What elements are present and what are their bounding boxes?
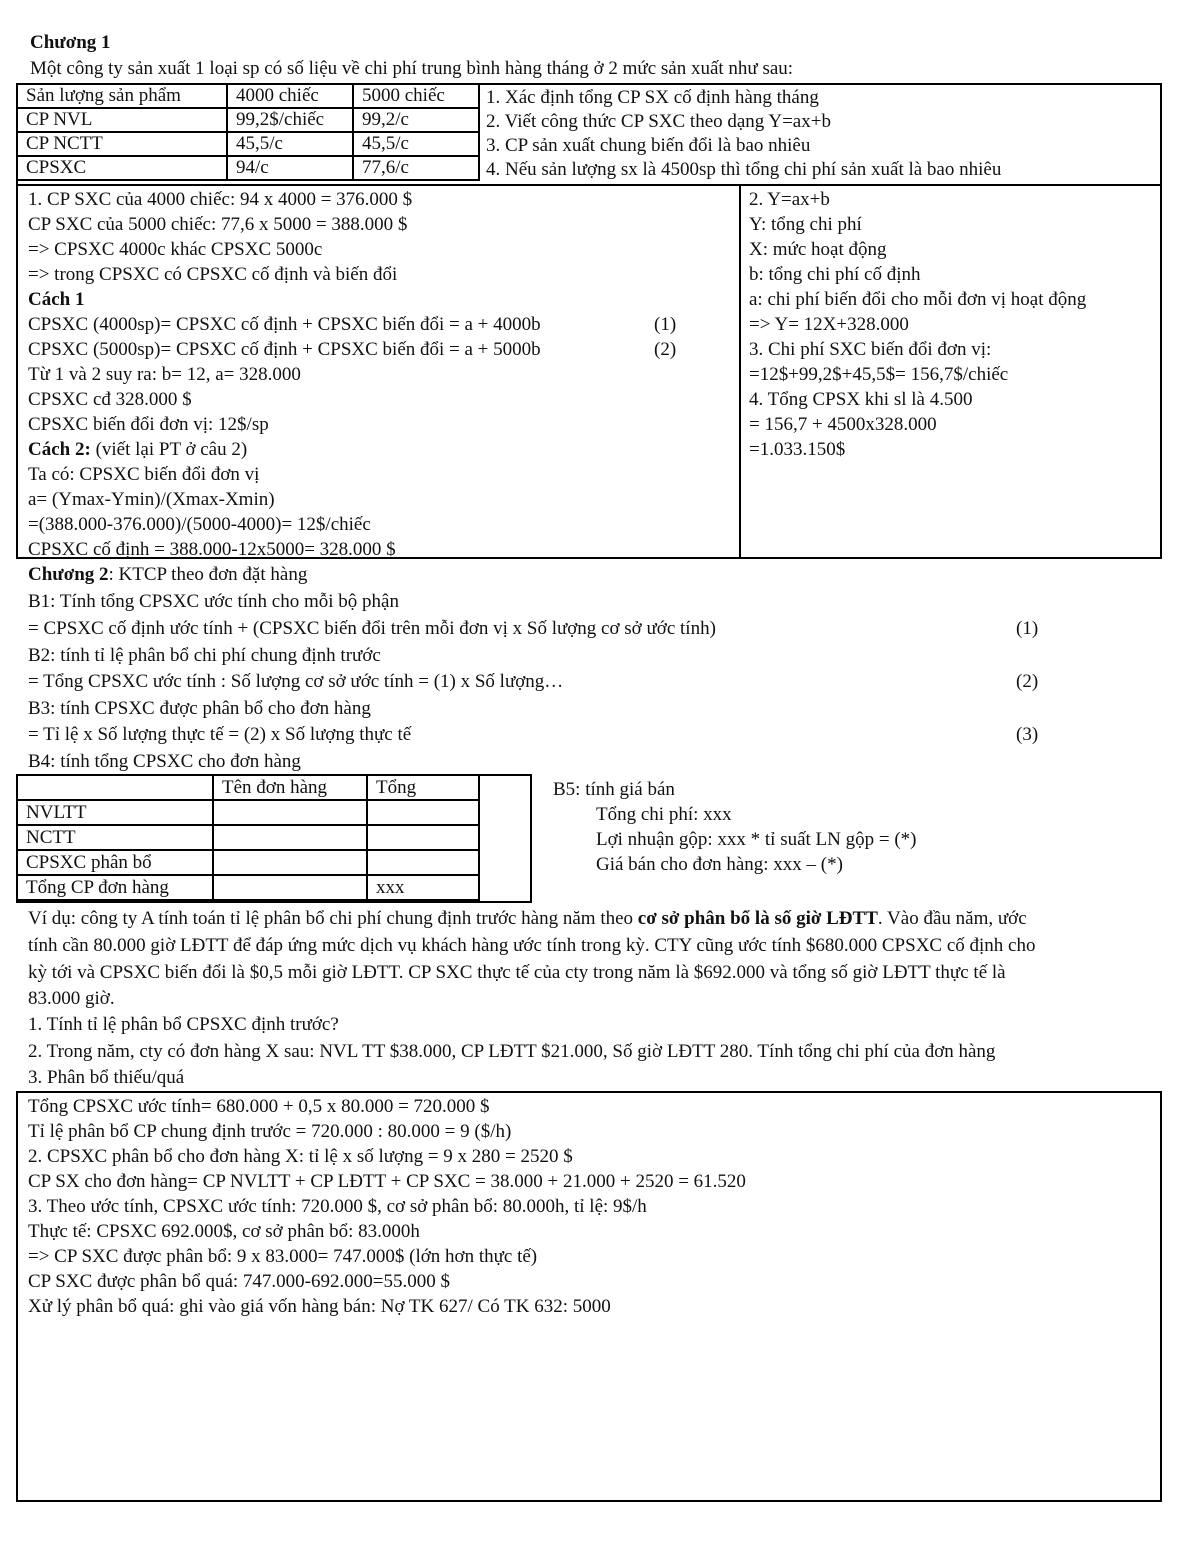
step-b1-formula: = CPSXC cố định ước tính + (CPSXC biến đổi trên mỗi đơn vị x Số lượng cơ sở ước tính) (28, 618, 716, 639)
table-cell (213, 800, 367, 825)
solution-line: CPSXC biến đổi đơn vị: 12$/sp (28, 414, 269, 435)
table-cell (213, 850, 367, 875)
answer-line: CP SXC được phân bổ quá: 747.000-692.000=55.000 $ (28, 1271, 450, 1292)
table-cell: NVLTT (17, 800, 213, 825)
step-b2-formula: = Tổng CPSXC ước tính : Số lượng cơ sở ước tính = (1) x Số lượng… (28, 671, 564, 692)
table-cell (213, 825, 367, 850)
right-line: X: mức hoạt động (749, 239, 887, 260)
table-cell: 45,5/c (353, 132, 479, 156)
right-line: 4. Tổng CPSX khi sl là 4.500 (749, 389, 973, 410)
answer-line: Tổng CPSXC ước tính= 680.000 + 0,5 x 80.000 = 720.000 $ (28, 1096, 490, 1117)
step-b5-line: Lợi nhuận gộp: xxx * tỉ suất LN gộp = (*) (596, 829, 917, 850)
example-line: Ví dụ: công ty A tính toán tỉ lệ phân bổ chi phí chung định trước hàng năm theo cơ sở phân bổ là số giờ LĐTT. Vào đầu năm, ước (28, 908, 1027, 929)
right-line: Y: tổng chi phí (749, 214, 862, 235)
solution-line: => CPSXC 4000c khác CPSXC 5000c (28, 239, 323, 260)
answer-line: 2. CPSXC phân bổ cho đơn hàng X: tỉ lệ x số lượng = 9 x 280 = 2520 $ (28, 1146, 573, 1167)
formula-number: (1) (1016, 618, 1039, 639)
table-cell (367, 800, 479, 825)
chapter1-title: Chương 1 (30, 32, 111, 53)
example-line: tính cần 80.000 giờ LĐTT để đáp ứng mức dịch vụ khách hàng ước tính trong kỳ. CTY cũng ước tính $680.000 CPSXC cố định cho (28, 935, 1036, 956)
right-line: = 156,7 + 4500x328.000 (749, 414, 937, 435)
table-cell: NCTT (17, 825, 213, 850)
answer-line: Tỉ lệ phân bổ CP chung định trước = 720.000 : 80.000 = 9 ($/h) (28, 1121, 512, 1142)
step-b5-line: Tổng chi phí: xxx (596, 804, 732, 825)
table-row (17, 108, 479, 132)
answer-line: Xử lý phân bổ quá: ghi vào giá vốn hàng bán: Nợ TK 627/ Có TK 632: 5000 (28, 1296, 611, 1317)
example-question: 3. Phân bổ thiếu/quá (28, 1067, 185, 1088)
table-cell (17, 775, 213, 800)
table-cell: 99,2/c (353, 108, 479, 132)
table-cell: Tổng CP đơn hàng (17, 875, 213, 900)
table-cell: 45,5/c (227, 132, 353, 156)
question-3: 3. CP sản xuất chung biến đổi là bao nhiêu (486, 135, 811, 156)
chapter2-title: Chương 2: KTCP theo đơn đặt hàng (28, 564, 308, 585)
table-cell: xxx (367, 875, 479, 900)
solution-line: => trong CPSXC có CPSXC cố định và biến đổi (28, 264, 398, 285)
example-line: 83.000 giờ. (28, 988, 115, 1009)
table-cell (367, 825, 479, 850)
table-cell (367, 850, 479, 875)
answer-line: CP SX cho đơn hàng= CP NVLTT + CP LĐTT + CP SXC = 38.000 + 21.000 + 2520 = 61.520 (28, 1171, 746, 1192)
table-cell: 77,6/c (353, 156, 479, 180)
table-cell: 94/c (227, 156, 353, 180)
table-cell: CPSXC (17, 156, 227, 180)
method-1-heading: Cách 1 (28, 289, 85, 310)
answer-line: 3. Theo ước tính, CPSXC ước tính: 720.000 $, cơ sở phân bổ: 80.000h, tỉ lệ: 9$/h (28, 1196, 647, 1217)
question-2: 2. Viết công thức CP SXC theo dạng Y=ax+b (486, 111, 831, 132)
right-line: b: tổng chi phí cố định (749, 264, 921, 285)
table-row (17, 132, 479, 156)
step-b2: B2: tính tỉ lệ phân bổ chi phí chung định trước (28, 645, 381, 666)
right-line: 2. Y=ax+b (749, 189, 830, 210)
right-line: =12$+99,2$+45,5$= 156,7$/chiếc (749, 364, 1009, 385)
solution-line: CPSXC (4000sp)= CPSXC cố định + CPSXC biến đổi = a + 4000b (28, 314, 541, 335)
step-b5: B5: tính giá bán (553, 779, 675, 800)
right-line: 3. Chi phí SXC biến đổi đơn vị: (749, 339, 992, 360)
example-line: kỳ tới và CPSXC biến đổi là $0,5 mỗi giờ LĐTT. CP SXC thực tế của cty trong năm là $692.000 và tổng số giờ LĐTT thực tế là (28, 962, 1006, 983)
table-cell: 99,2$/chiếc (227, 108, 353, 132)
table-row (17, 84, 479, 108)
formula-number: (3) (1016, 724, 1039, 745)
method-2-heading: Cách 2: (viết lại PT ở câu 2) (28, 439, 248, 460)
order-cost-table (16, 774, 480, 901)
solution-line: CPSXC cố định = 388.000-12x5000= 328.000 $ (28, 539, 396, 560)
step-b4: B4: tính tổng CPSXC cho đơn hàng (28, 751, 301, 772)
example-question: 2. Trong năm, cty có đơn hàng X sau: NVL TT $38.000, CP LĐTT $21.000, Số giờ LĐTT 280. Tính tổng chi phí của đơn hàng (28, 1041, 996, 1062)
right-line: => Y= 12X+328.000 (749, 314, 909, 335)
table-cell: Tên đơn hàng (213, 775, 367, 800)
table-row (17, 850, 479, 875)
solution-line: Từ 1 và 2 suy ra: b= 12, a= 328.000 (28, 364, 301, 385)
step-b3: B3: tính CPSXC được phân bổ cho đơn hàng (28, 698, 371, 719)
question-1: 1. Xác định tổng CP SX cố định hàng tháng (486, 87, 819, 108)
equation-number: (2) (654, 339, 677, 360)
step-b3-formula: = Tỉ lệ x Số lượng thực tế = (2) x Số lượng thực tế (28, 724, 412, 745)
table-row (17, 156, 479, 180)
table-cell: CP NCTT (17, 132, 227, 156)
step-b1: B1: Tính tổng CPSXC ước tính cho mỗi bộ phận (28, 591, 399, 612)
solution-line: =(388.000-376.000)/(5000-4000)= 12$/chiếc (28, 514, 371, 535)
table-cell: 4000 chiếc (227, 84, 353, 108)
solution-line: CPSXC (5000sp)= CPSXC cố định + CPSXC biến đổi = a + 5000b (28, 339, 541, 360)
chapter1-intro: Một công ty sản xuất 1 loại sp có số liệu về chi phí trung bình hàng tháng ở 2 mức sản xuất như sau: (30, 58, 794, 79)
table-cell: Sản lượng sản phẩm (17, 84, 227, 108)
solution-line: 1. CP SXC của 4000 chiếc: 94 x 4000 = 376.000 $ (28, 189, 413, 210)
solution-line: Ta có: CPSXC biến đổi đơn vị (28, 464, 260, 485)
table-cell: Tổng (367, 775, 479, 800)
chapter1-cost-table (16, 83, 480, 181)
table-row (17, 775, 479, 800)
right-line: a: chi phí biến đổi cho mỗi đơn vị hoạt động (749, 289, 1087, 310)
table-cell: 5000 chiếc (353, 84, 479, 108)
right-line: =1.033.150$ (749, 439, 846, 460)
table-cell: CP NVL (17, 108, 227, 132)
solution-line: CPSXC cđ 328.000 $ (28, 389, 192, 410)
step-b5-line: Giá bán cho đơn hàng: xxx – (*) (596, 854, 843, 875)
answer-line: Thực tế: CPSXC 692.000$, cơ sở phân bổ: 83.000h (28, 1221, 420, 1242)
table-cell (213, 875, 367, 900)
answer-line: => CP SXC được phân bổ: 9 x 83.000= 747.000$ (lớn hơn thực tế) (28, 1246, 538, 1267)
table-row (17, 825, 479, 850)
solution-line: CP SXC của 5000 chiếc: 77,6 x 5000 = 388.000 $ (28, 214, 408, 235)
equation-number: (1) (654, 314, 677, 335)
formula-number: (2) (1016, 671, 1039, 692)
table-cell: CPSXC phân bổ (17, 850, 213, 875)
table-row (17, 800, 479, 825)
example-question: 1. Tính tỉ lệ phân bổ CPSXC định trước? (28, 1014, 339, 1035)
column-divider (739, 184, 741, 559)
question-4: 4. Nếu sản lượng sx là 4500sp thì tổng chi phí sản xuất là bao nhiêu (486, 159, 1002, 180)
table-row (17, 875, 479, 900)
solution-line: a= (Ymax-Ymin)/(Xmax-Xmin) (28, 489, 275, 510)
